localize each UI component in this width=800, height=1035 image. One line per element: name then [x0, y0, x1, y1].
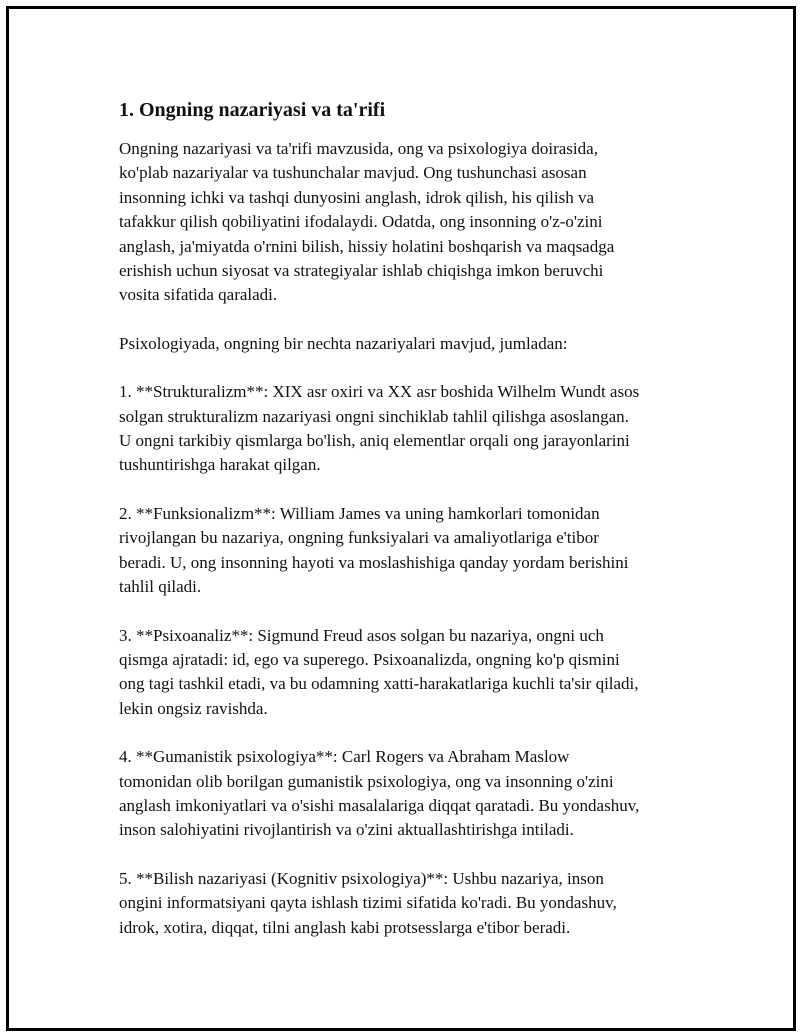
paragraph-funksionalizm: [119, 502, 709, 600]
text-line: tahlil qiladi.: [119, 577, 202, 597]
paragraph-strukturalizm: [119, 380, 709, 478]
text-line: qismga ajratadi: id, ego va superego. Psixoanalizda, ongning ko'p qismini: [119, 649, 620, 669]
text-line: erishish uchun siyosat va strategiyalar ishlab chiqishga imkon beruvchi: [119, 261, 604, 281]
text-line: ko'plab nazariyalar va tushunchalar mavjud. Ong tushunchasi asosan: [119, 163, 587, 183]
text-line: lekin ongsiz ravishda.: [119, 698, 268, 718]
text-line: 3. **Psixoanaliz**: Sigmund Freud asos solgan bu nazariya, ongni uch: [119, 625, 604, 645]
paragraph-kognitiv: [119, 867, 709, 940]
text-line: beradi. U, ong insonning hayoti va moslashishiga qanday yordam berishini: [119, 552, 629, 572]
text-line: 4. **Gumanistik psixologiya**: Carl Rogers va Abraham Maslow: [119, 747, 570, 767]
text-line: ongini informatsiyani qayta ishlash tizimi sifatida ko'radi. Bu yondashuv,: [119, 893, 617, 913]
paragraph-psixoanaliz: [119, 624, 709, 722]
section-heading: 1. Ongning nazariyasi va ta'rifi: [119, 99, 386, 121]
paragraph-intro: [119, 137, 709, 308]
text-line: inson salohiyatini rivojlantirish va o'zini aktuallashtirishga intiladi.: [119, 820, 574, 840]
text-line: 5. **Bilish nazariyasi (Kognitiv psixologiya)**: Ushbu nazariya, inson: [119, 868, 604, 888]
text-line: idrok, xotira, diqqat, tilni anglash kabi protsesslarga e'tibor beradi.: [119, 917, 571, 937]
paragraph-gumanistik: [119, 745, 709, 843]
page-frame: [6, 6, 796, 1031]
text-line: U ongni tarkibiy qismlarga bo'lish, aniq elementlar orqali ong jarayonlarini: [119, 431, 630, 451]
text-line: rivojlangan bu nazariya, ongning funksiyalari va amaliyotlariga e'tibor: [119, 528, 599, 548]
text-line: anglash, ja'miyatda o'rnini bilish, hissiy holatini boshqarish va maqsadga: [119, 236, 615, 256]
text-line: 1. **Strukturalizm**: XIX asr oxiri va XX asr boshida Wilhelm Wundt asos: [119, 382, 640, 402]
text-line: insonning ichki va tashqi dunyosini anglash, idrok qilish, his qilish va: [119, 187, 595, 207]
text-line: tushuntirishga harakat qilgan.: [119, 455, 321, 475]
text-line: tafakkur qilish qobiliyatini ifodalaydi. Odatda, ong insonning o'z-o'zini: [119, 212, 603, 232]
text-line: Psixologiyada, ongning bir nechta nazariyalari mavjud, jumladan:: [119, 333, 568, 353]
text-line: anglash imkoniyatlari va o'sishi masalalariga diqqat qaratadi. Bu yondashuv,: [119, 795, 640, 815]
text-line: solgan strukturalizm nazariyasi ongni sinchiklab tahlil qilishga asoslangan.: [119, 406, 629, 426]
text-line: Ongning nazariyasi va ta'rifi mavzusida, ong va psixologiya doirasida,: [119, 139, 598, 158]
text-line: vosita sifatida qaraladi.: [119, 285, 278, 305]
document-body: [119, 97, 709, 964]
paragraph-list-intro: [119, 332, 709, 356]
text-line: tomonidan olib borilgan gumanistik psixologiya, ong va insonning o'zini: [119, 771, 614, 791]
text-line: ong tagi tashkil etadi, va bu odamning xatti-harakatlariga kuchli ta'sir qiladi,: [119, 674, 639, 694]
text-line: 2. **Funksionalizm**: William James va uning hamkorlari tomonidan: [119, 503, 600, 523]
